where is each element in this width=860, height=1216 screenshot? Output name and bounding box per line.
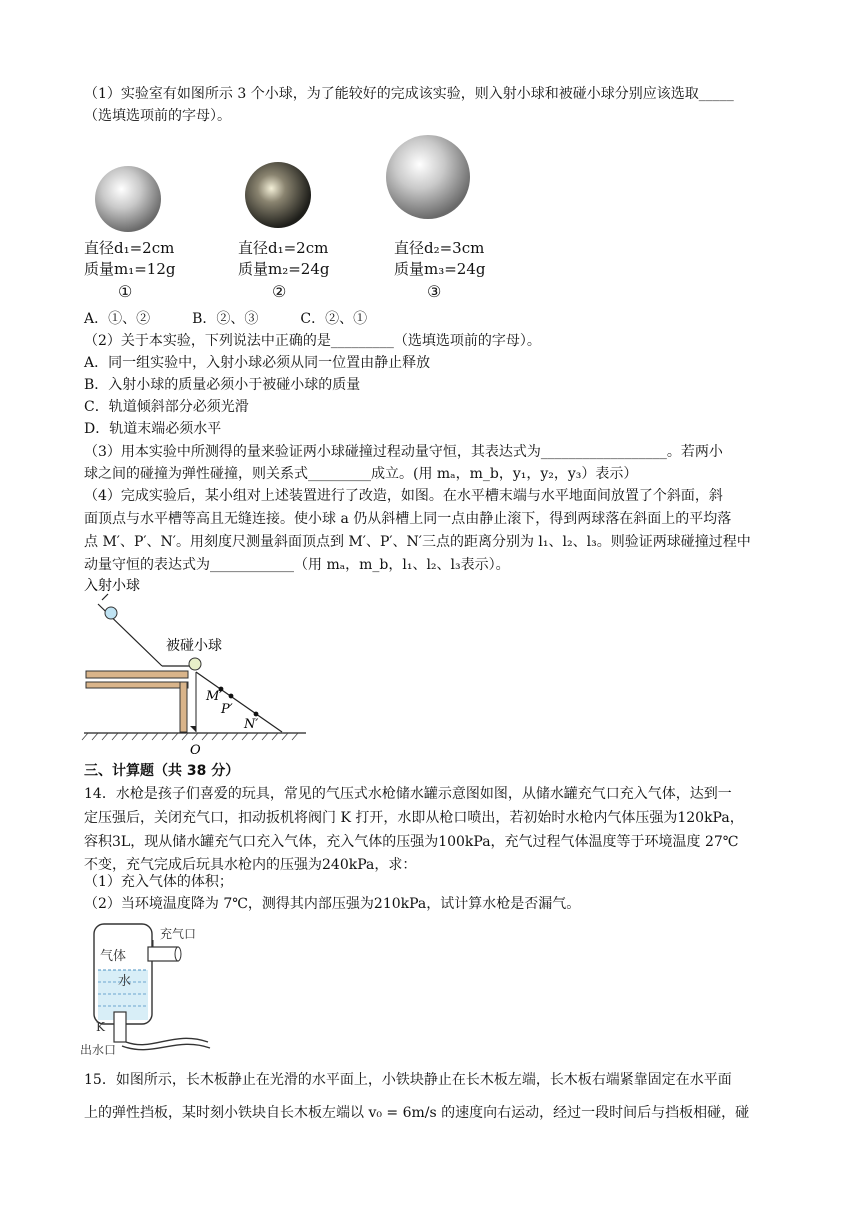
ball-2	[245, 162, 311, 228]
label-inlet: 充气口	[160, 927, 197, 941]
label-N: N′	[244, 717, 259, 732]
q15-line2: 上的弹性挡板，某时刻小铁块自长木板左端以 v₀ = 6m/s 的速度向右运动，经过一段时间后与挡板相碰，碰	[84, 1105, 750, 1121]
q14-line2: 定压强后，关闭充气口，扣动扳机将阀门 K 打开，水即从枪口喷出，若初始时水枪内气体压强为120kPa，	[84, 810, 744, 826]
q14-line3: 容积3L，现从储水罐充气口充入气体，充入气体的压强为100kPa，充气过程气体温度等于环境温度 27℃	[84, 834, 739, 850]
water-tank-figure	[78, 920, 228, 1062]
q13-part2-option-b: B．入射小球的质量必须小于被碰小球的质量	[84, 377, 361, 393]
q13-part1-line2: （选填选项前的字母）。	[84, 108, 231, 124]
q15-line1: 15．如图所示，长木板静止在光滑的水平面上，小铁块静止在长木板左端，长木板右端紧靠固定在水平面	[84, 1072, 732, 1088]
q13-part1-options: A．①、② B．②、③ C．②、①	[84, 311, 368, 327]
section-3-heading: 三、计算题（共 38 分）	[84, 763, 240, 779]
incident-ball	[105, 607, 117, 619]
q13-part3-line2: 球之间的碰撞为弹性碰撞，则关系式_________成立。(用 mₐ，m_b，y₁，y₂，y₃）表示）	[84, 466, 638, 482]
q13-part2-option-d: D．轨道末端必须水平	[84, 421, 222, 437]
ball-3-diameter: 直径d₂=3cm	[394, 239, 485, 257]
ball-3-number: ③	[427, 282, 442, 301]
q13-part4-line2: 面顶点与水平槽等高且无缝连接。使小球 a 仍从斜槽上同一点由静止滚下，得到两球落在斜面上的平均落	[84, 511, 732, 527]
ball-1-number: ①	[118, 282, 133, 301]
label-valve-k: K	[96, 1020, 105, 1034]
ball-2-mass: 质量m₂=24g	[238, 260, 330, 278]
ball-1-diameter: 直径d₁=2cm	[84, 239, 175, 257]
label-target-ball: 被碰小球	[166, 638, 222, 654]
label-P: P′	[221, 702, 233, 717]
q14-line1: 14．水枪是孩子们喜爱的玩具，常见的气压式水枪储水罐示意图如图，从储水罐充气口充入气体，达到一	[84, 786, 732, 802]
ball-2-diameter: 直径d₁=2cm	[238, 239, 329, 257]
q13-part3-line1: （3）用本实验中所测得的量来验证两小球碰撞过程动量守恒，其表达式为__________________。若两小	[84, 444, 723, 460]
q13-part2-option-c: C．轨道倾斜部分必须光滑	[84, 399, 249, 415]
ball-3-mass: 质量m₃=24g	[394, 260, 486, 278]
q13-part2-stem: （2）关于本实验，下列说法中正确的是_________（选填选项前的字母）。	[84, 333, 541, 349]
label-O: O	[190, 743, 201, 758]
q14-line4: 不变，充气完成后玩具水枪内的压强为240kPa，求：	[84, 857, 417, 873]
label-water: 水	[118, 974, 132, 989]
q13-part2-option-a: A．同一组实验中，入射小球必须从同一位置由静止释放	[84, 355, 431, 371]
q13-part4-line4: 动量守恒的表达式为____________（用 mₐ，m_b，l₁、l₂、l₃表示）。	[84, 557, 510, 573]
balls-figure	[80, 135, 500, 235]
label-gas: 气体	[100, 949, 127, 964]
q14-sub1: （1）充入气体的体积；	[84, 874, 233, 890]
label-M: M′	[206, 689, 223, 704]
target-ball	[189, 658, 201, 670]
incline-collision-figure	[80, 576, 320, 758]
label-incident-ball: 入射小球	[84, 578, 140, 594]
ball-2-number: ②	[272, 282, 287, 301]
label-outlet: 出水口	[80, 1043, 117, 1057]
q13-part4-line3: 点 M′、P′、N′。用刻度尺测量斜面顶点到 M′、P′、N′三点的距离分别为 l₁、l₂、l₃。则验证两球碰撞过程中	[84, 534, 751, 550]
ball-1	[95, 166, 161, 232]
ball-1-mass: 质量m₁=12g	[84, 260, 176, 278]
ball-3	[386, 135, 470, 219]
q14-sub2: （2）当环境温度降为 7℃，测得其内部压强为210kPa，试计算水枪是否漏气。	[84, 896, 581, 912]
q13-part4-line1: （4）完成实验后，某小组对上述装置进行了改造，如图。在水平槽末端与水平地面间放置了个斜面，斜	[84, 488, 723, 504]
q13-part1-line1: （1）实验室有如图所示 3 个小球，为了能较好的完成该实验，则入射小球和被碰小球分别应该选取_____	[84, 86, 734, 102]
